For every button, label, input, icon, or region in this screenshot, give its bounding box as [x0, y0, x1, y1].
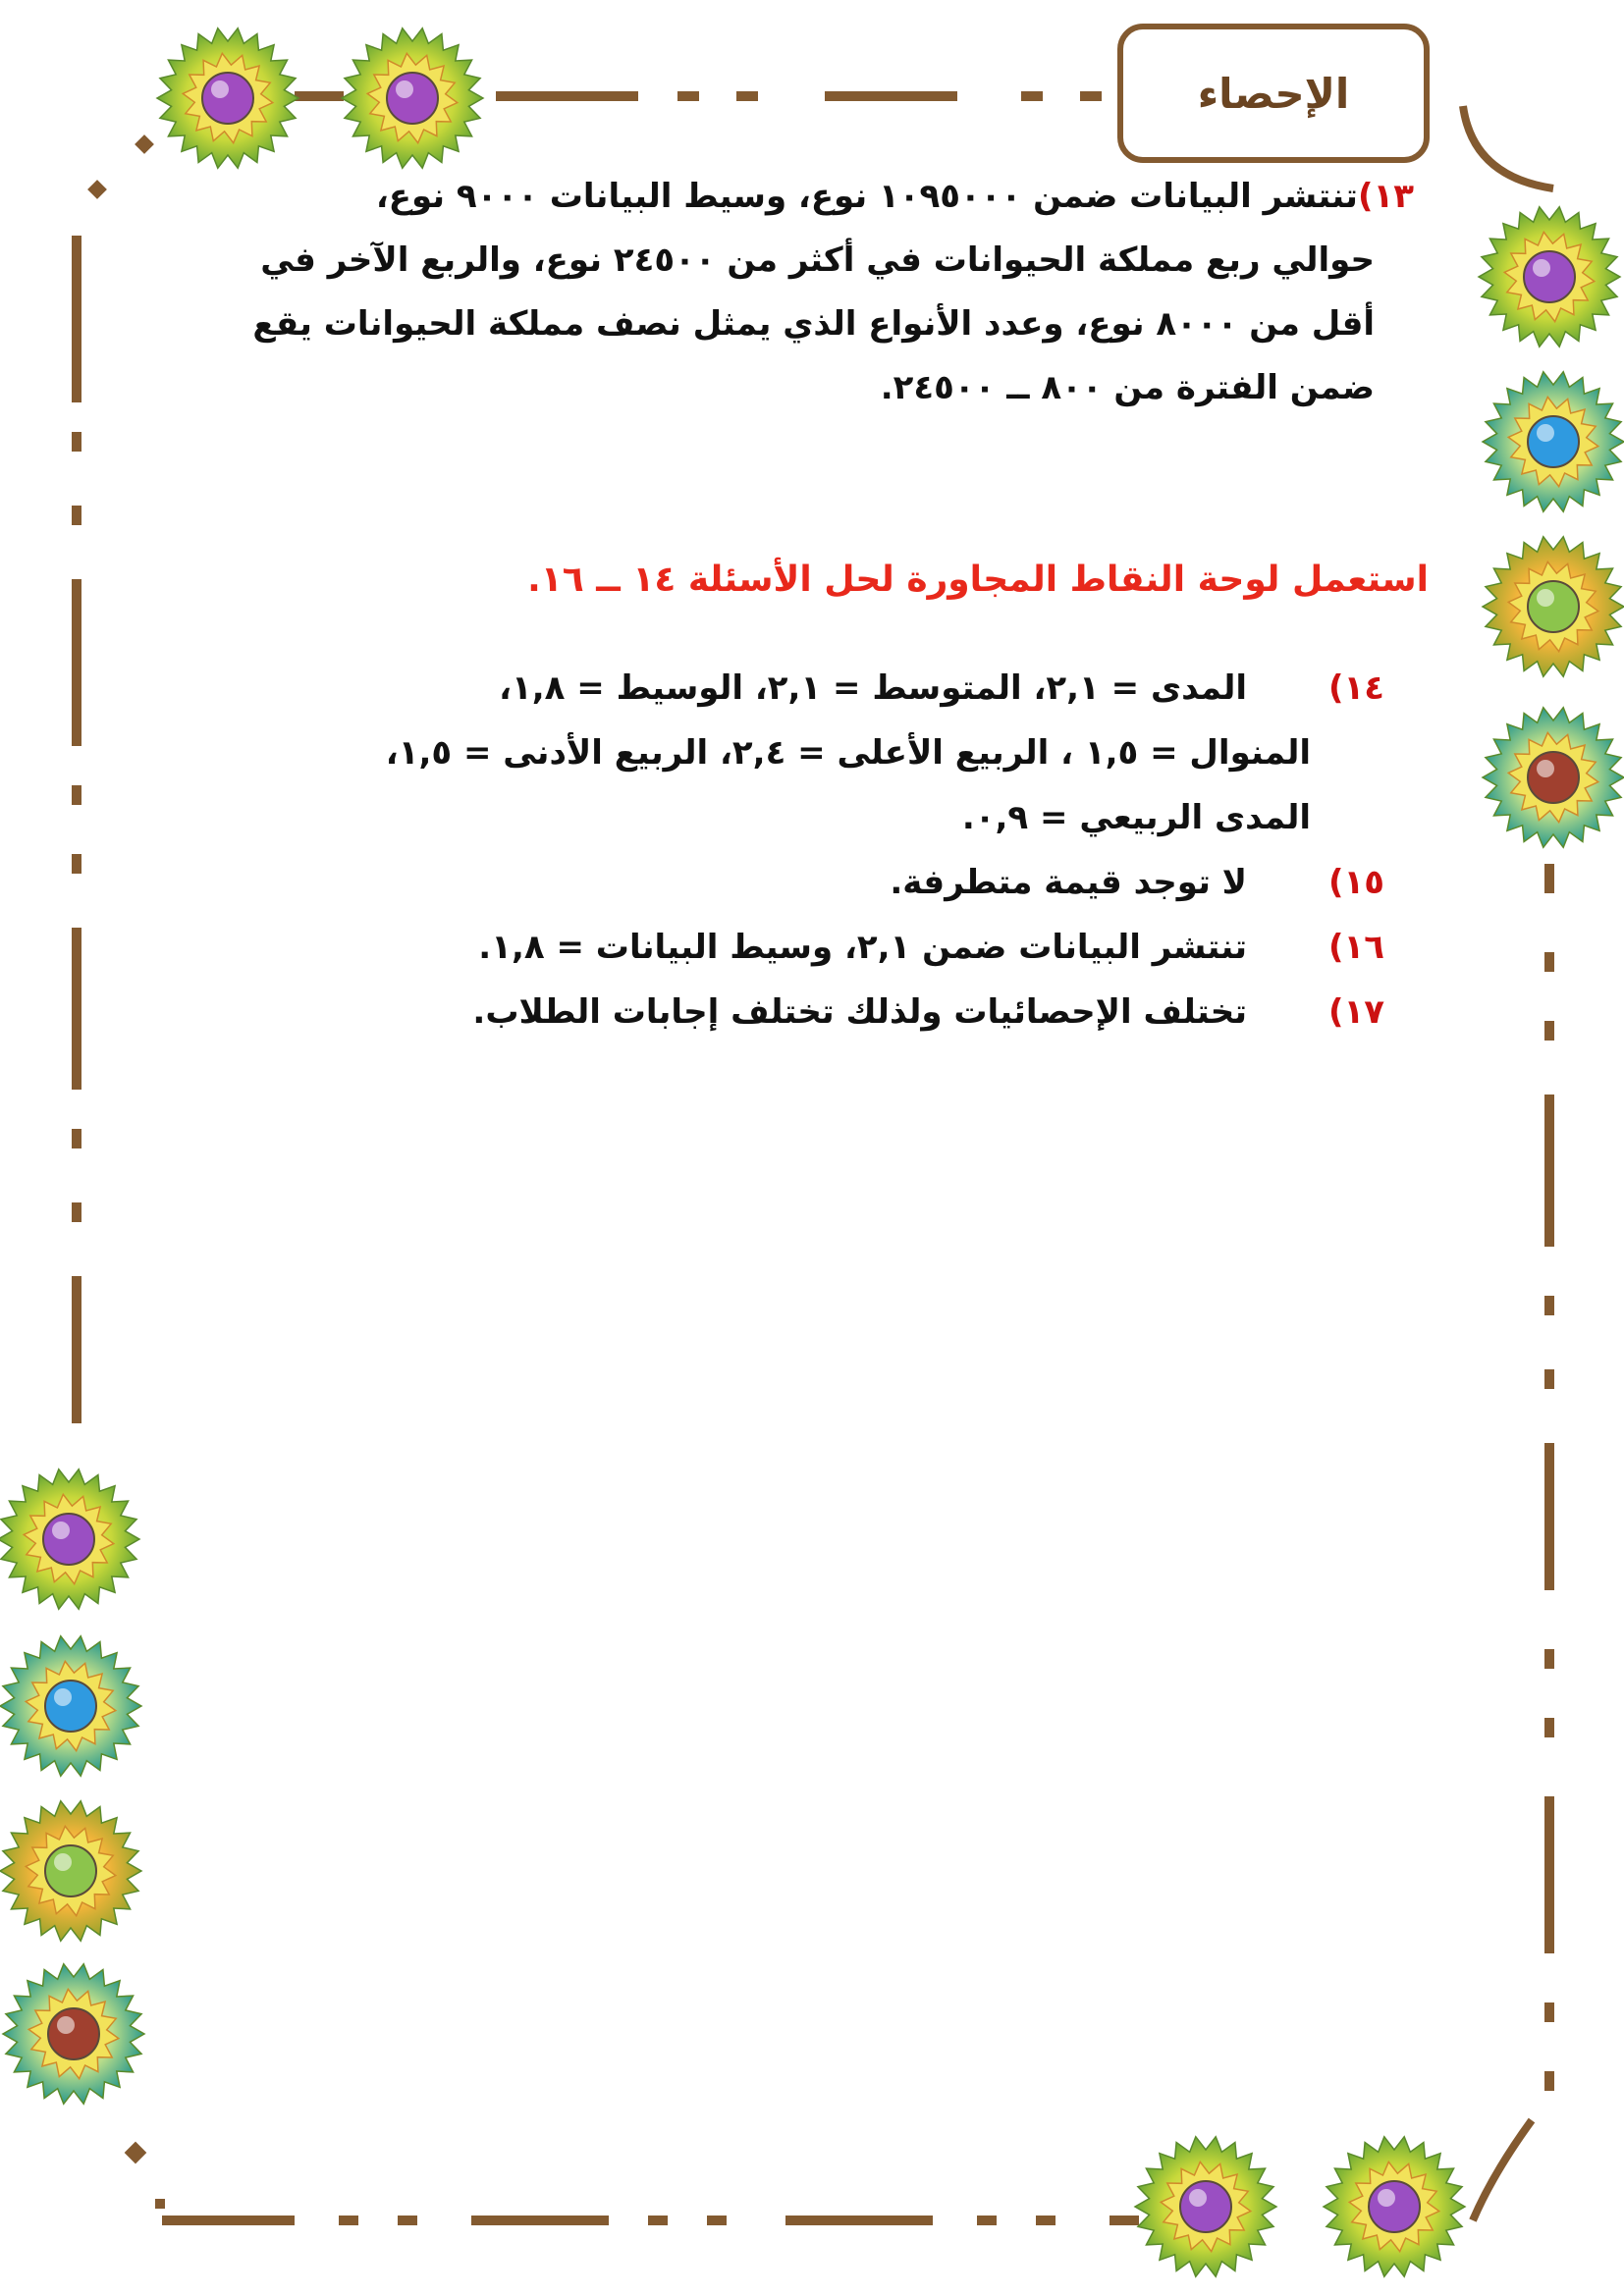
q13-text: تنتشر البيانات ضمن ١٠٩٥٠٠٠ نوع، وسيط البيانات ٩٠٠٠ نوع،: [375, 177, 1358, 216]
answer-text: المدى الربيعي = ٠,٩.: [961, 798, 1311, 837]
flower-ornament-icon: [1483, 708, 1624, 848]
answer-text: تنتشر البيانات ضمن ٢,١، وسيط البيانات = ١,٨.: [478, 928, 1247, 967]
answer-15: [295, 850, 1384, 915]
q13-line-2: حوالي ربع مملكة الحيوانات في أكثر من ٢٤٥٠٠ نوع، والربع الآخر في: [260, 240, 1375, 280]
answer-number: ١٦): [1327, 928, 1384, 967]
flower-ornament-icon: [157, 28, 298, 169]
flower-ornament-icon: [0, 1636, 141, 1777]
answer-14: [295, 656, 1384, 721]
q13-line-1: [196, 165, 1414, 229]
flower-ornament-icon: [1479, 207, 1620, 347]
answer-number: ١٤): [1327, 668, 1384, 708]
answer-number: ١٧): [1327, 992, 1384, 1032]
page-title: الإحصاء: [1197, 69, 1350, 118]
answer-17: [295, 980, 1384, 1044]
flower-ornament-icon: [3, 1964, 144, 2105]
answer-14-cont-2: [295, 785, 1384, 850]
instruction-heading: استعمل لوحة النقاط المجاورة لحل الأسئلة ١٤ ــ ١٦.: [527, 560, 1429, 600]
flower-ornament-icon: [0, 1469, 139, 1610]
flower-ornament-icon: [1324, 2137, 1465, 2277]
flower-ornament-icon: [342, 28, 483, 169]
answer-text: تختلف الإحصائيات ولذلك تختلف إجابات الطلاب.: [472, 992, 1247, 1032]
answer-number: ١٥): [1327, 863, 1384, 902]
question-13: [196, 165, 1414, 420]
q13-number: ١٣): [1357, 177, 1414, 216]
answers-list: [295, 656, 1384, 1044]
flower-ornament-icon: [1483, 537, 1624, 677]
answer-text: المنوال = ١,٥ ، الربيع الأعلى = ٢,٤، الربيع الأدنى = ١,٥،: [385, 733, 1311, 773]
answer-text: لا توجد قيمة متطرفة.: [890, 863, 1247, 902]
flower-ornament-icon: [1483, 372, 1624, 512]
q13-line-3: أقل من ٨٠٠٠ نوع، وعدد الأنواع الذي يمثل نصف مملكة الحيوانات يقع: [252, 304, 1375, 344]
answer-14-cont-1: [295, 721, 1384, 785]
q13-line-4: ضمن الفترة من ٨٠٠ ــ ٢٤٥٠٠.: [880, 368, 1375, 407]
flower-ornament-icon: [0, 1801, 141, 1942]
answer-16: [295, 915, 1384, 980]
flower-ornament-icon: [1135, 2137, 1276, 2277]
title-box: [1117, 24, 1430, 163]
answer-text: المدى = ٢,١، المتوسط = ٢,١، الوسيط = ١,٨،: [499, 668, 1247, 708]
